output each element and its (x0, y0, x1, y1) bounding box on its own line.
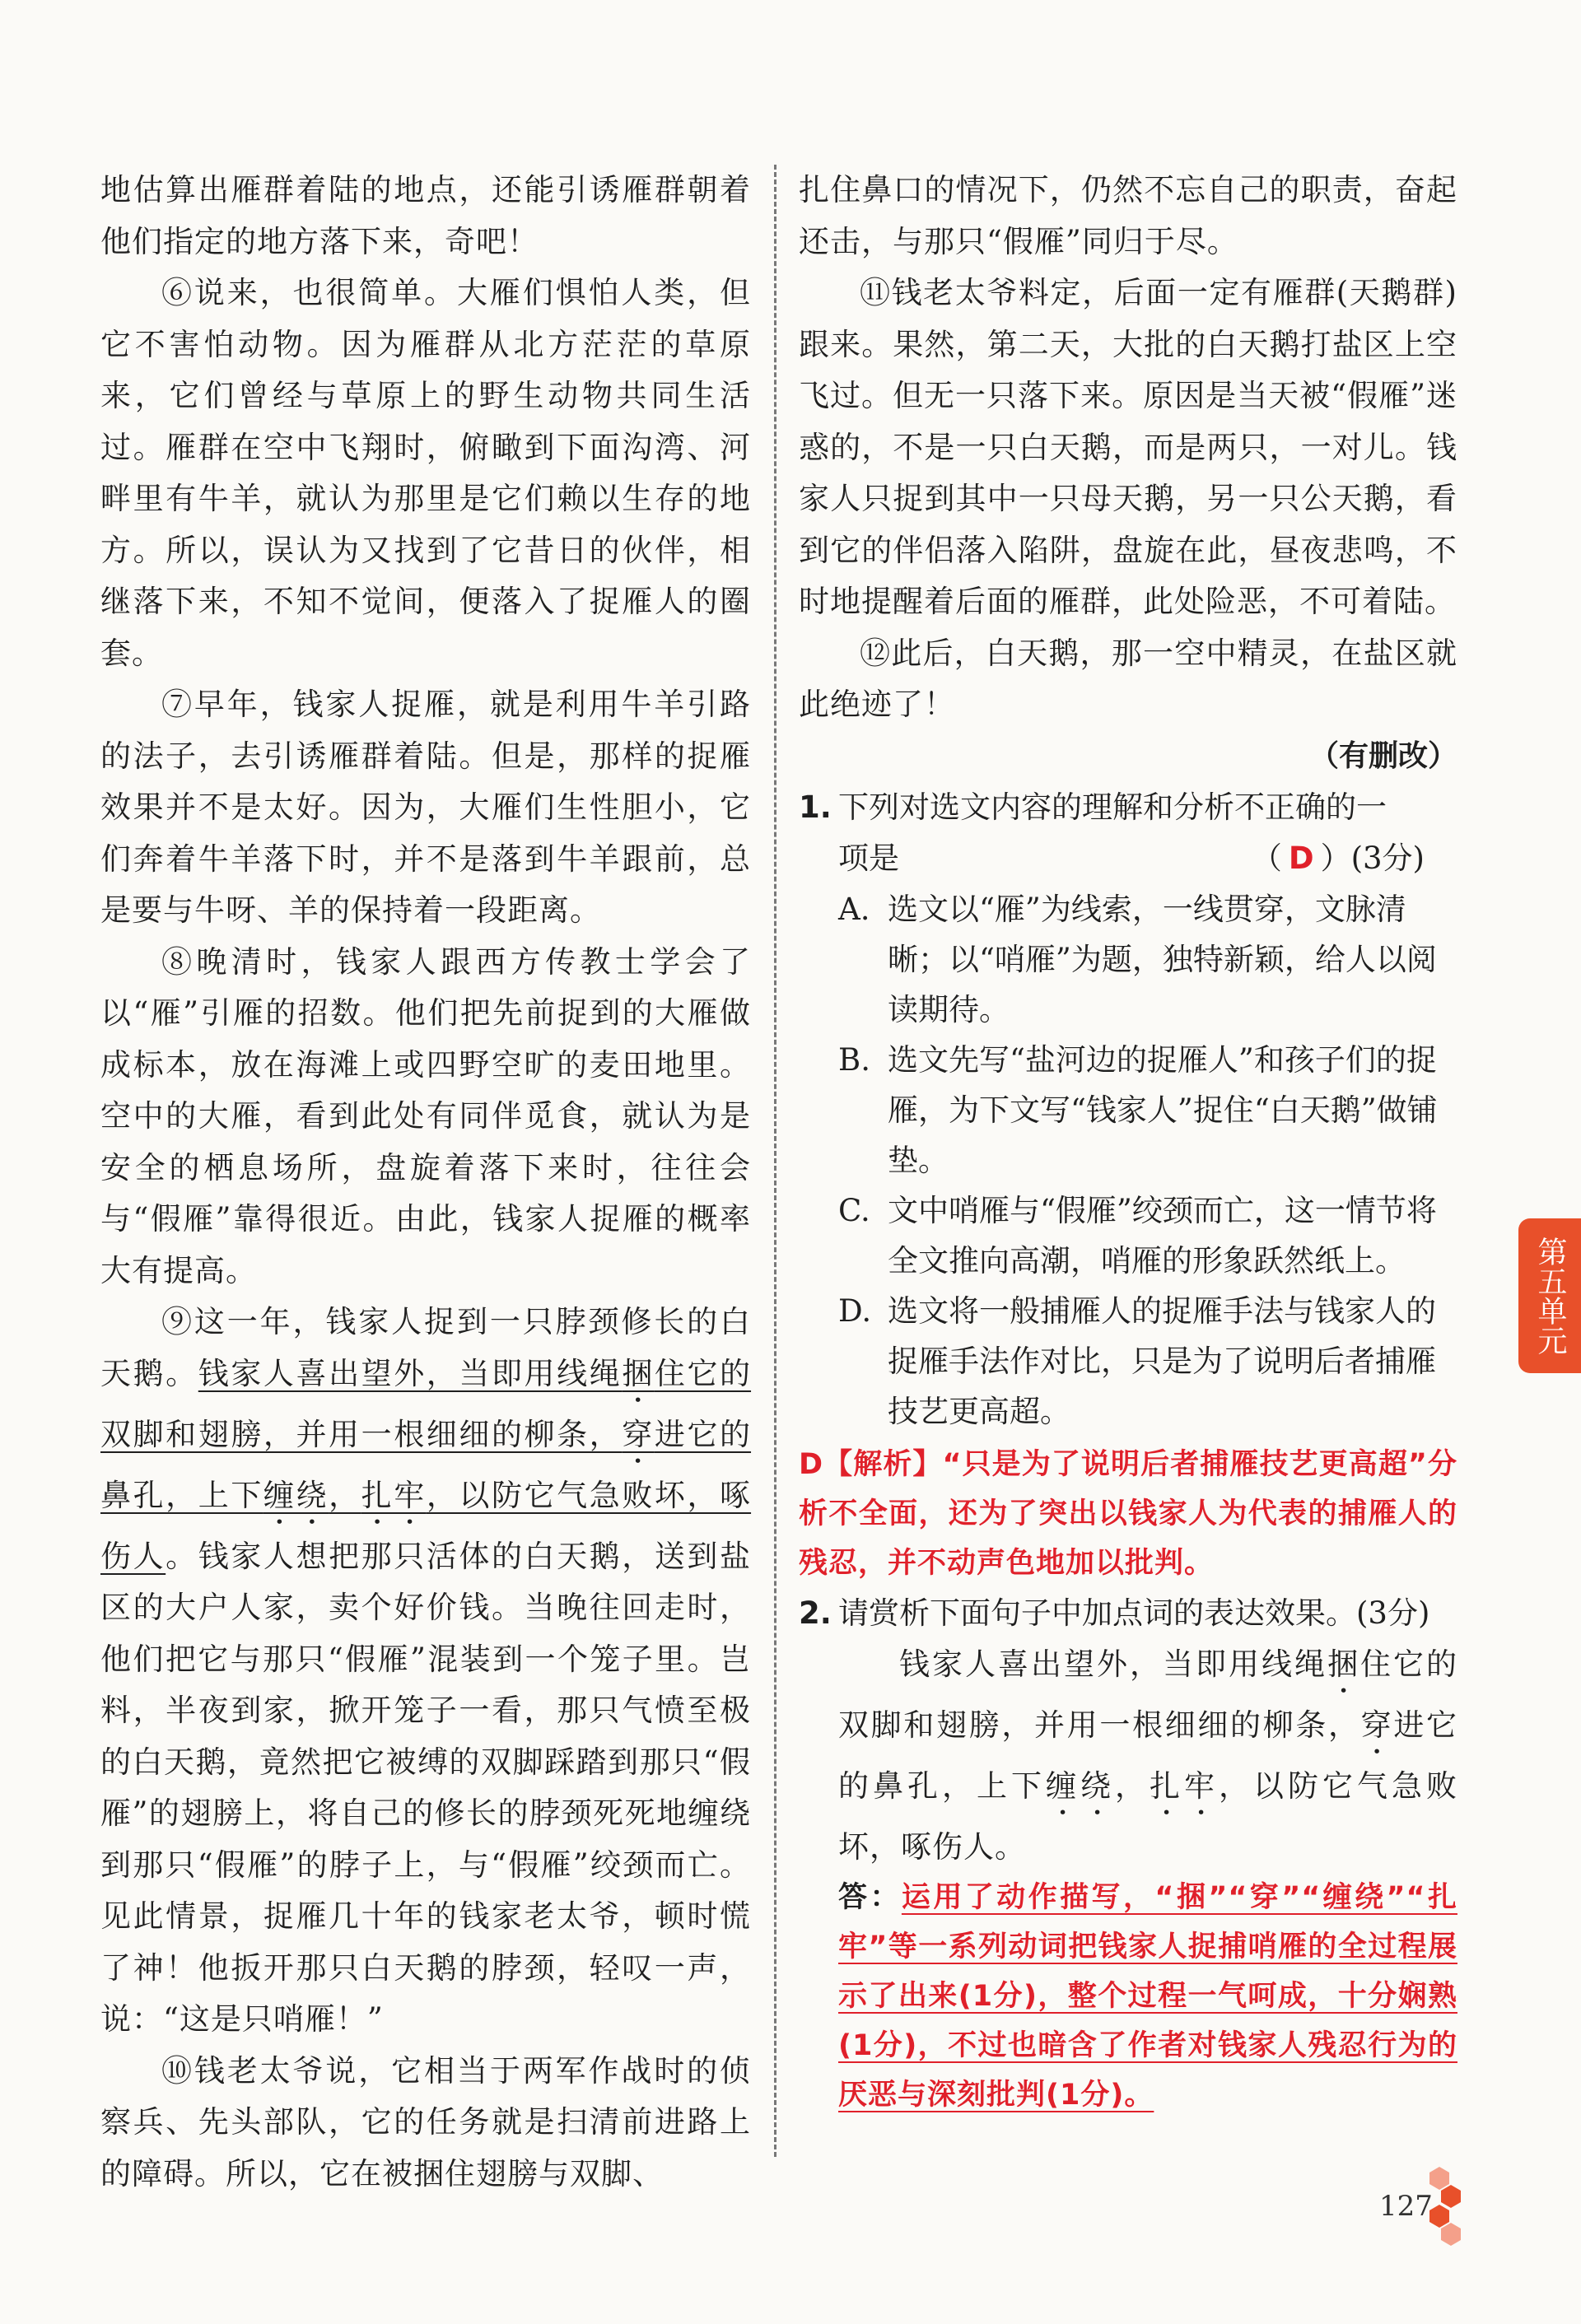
left-text-run: ⑦早年，钱家人捉雁，就是利用牛羊引路的法子，去引诱雁群着陆。但是，那样的捉雁效果并不是太好。因为，大雁们生性胆小，它们奔着牛羊落下时，并不是落到牛羊跟前，总是要与牛呀、羊的保持着一段距离。 (100, 687, 751, 928)
q1-analysis: D【解析】“只是为了说明后者捕雁技艺更高超”分析不全面，还为了突出以钱家人为代表的捕雁人的残忍，并不动声色地加以批判。 (799, 1447, 1457, 1580)
left-text-run: 。钱家人想把那只活体的白天鹅，送到盐区的大户人家，卖个好价钱。当晚往回走时，他们把它与那只“假雁”混装到一个笼子里。岂料，半夜到家，掀开笼子一看，那只气愤至极的白天鹅，竟然把它被缚的双脚踩踏到那只“假雁”的翅膀上，将自己的修长的脖颈死死地缠绕到那只“假雁”的脖子上，与“假雁”绞颈而亡。见此情景，捉雁几十年的钱家老太爷，顿时慌了神！他扳开那只白天鹅的脖颈，轻叹一声，说：“这是只哨雁！” (100, 1538, 752, 2037)
q1-option-letter: D. (838, 1292, 872, 1329)
q1-option (799, 1035, 1457, 1185)
q1-option-text: 选文以“雁”为线索，一线贯穿，文脉清晰；以“哨雁”为题，独特新颖，给人以阅读期待。 (888, 891, 1437, 1027)
q2-quote-run: 穿 (1360, 1707, 1394, 1743)
left-text-run: 住它的双脚和翅膀，并用一根细细的柳条， (100, 1355, 752, 1452)
q1-option-letter: C. (838, 1192, 870, 1228)
left-paragraph (100, 1297, 751, 2046)
left-text-run: ⑨这一年，钱家人捉到一只脖颈修长的白天鹅。 (100, 1304, 751, 1391)
left-paragraph (100, 679, 751, 937)
q1-option (799, 1286, 1457, 1437)
q1-option-text: 文中哨雁与“假雁”绞颈而亡，这一情节将全文推向高潮，哨雁的形象跃然纸上。 (888, 1192, 1437, 1278)
q1-paren-open: （ (1251, 840, 1282, 876)
left-text-run: 穿 (622, 1416, 655, 1452)
left-paragraph (100, 2046, 751, 2201)
left-text-run: 地估算出雁群着陆的地点，还能引诱雁群朝着他们指定的地方落下来，奇吧！ (100, 172, 751, 259)
q1-stem-line2: 项是 (838, 840, 899, 876)
left-text-run: 缠绕 (263, 1477, 329, 1513)
right-column (799, 165, 1457, 2120)
q1-answer-bracket (1252, 833, 1425, 884)
q2-stem-text: 请赏析下面句子中加点词的表达效果。(3分) (838, 1595, 1430, 1631)
right-paragraph (799, 268, 1457, 628)
q1-stem-line1: 下列对选文内容的理解和分析不正确的一 (838, 789, 1387, 825)
q2-quote-run: 进它的鼻孔，上下 (838, 1707, 1458, 1804)
left-text-run: ， (329, 1477, 361, 1513)
q1-option-letter: B. (838, 1041, 870, 1078)
source-note: （有删改） (1308, 738, 1457, 773)
q1-option (799, 884, 1457, 1035)
right-paragraph (799, 165, 1457, 268)
q2-number: 2. (799, 1595, 832, 1631)
left-text-run: 进它的鼻孔，上下 (100, 1416, 752, 1513)
right-text-run: ⑫此后，白天鹅，那一空中精灵，在盐区就此绝迹了！ (799, 635, 1457, 722)
q2-quote-run: ， (1115, 1767, 1150, 1804)
q2-answer-text: 运用了动作描写，“捆”“穿”“缠绕”“扎牢”等一系列动词把钱家人捉捕哨雁的全过程展示了出来(1分)，整个过程一气呵成，十分娴熟(1分)，不过也暗含了作者对钱家人残忍行为的厌恶与深刻批判(1分)。 (838, 1880, 1457, 2112)
q2-quote (799, 1639, 1457, 1873)
left-paragraph (100, 937, 751, 1297)
q2-quote-run: 钱家人喜出望外，当即用线绳 (899, 1646, 1327, 1682)
q2-quote-run: 缠绕 (1046, 1767, 1115, 1804)
q1-option-letter: A. (838, 891, 870, 927)
q1-option-text: 选文将一般捕雁人的捉雁手法与钱家人的捉雁手法作对比，只是为了说明后者捕雁技艺更高超。 (888, 1292, 1436, 1429)
q1-paren-close: ）(3分) (1320, 840, 1425, 876)
right-text-run: 扎住鼻口的情况下，仍然不忘自己的职责，奋起还击，与那只“假雁”同归于尽。 (799, 172, 1457, 259)
q2-quote-run: 扎牢 (1150, 1767, 1219, 1804)
q1-option (799, 1185, 1457, 1286)
unit-tab: 第五单元 (1518, 1218, 1581, 1373)
left-text-run: ⑧晚清时，钱家人跟西方传教士学会了以“雁”引雁的招数。他们把先前捉到的大雁做成标本，放在海滩上或四野空旷的麦田地里。空中的大雁，看到此处有同伴觅食，就认为是安全的栖息场所，盘旋着落下来时，往往会与“假雁”靠得很近。由此，钱家人捉雁的概率大有提高。 (100, 943, 751, 1288)
q1-answer: D (1288, 840, 1314, 876)
q2-quote-run: ，以防它气急败坏，啄伤人。 (838, 1767, 1457, 1865)
q1-options (799, 884, 1457, 1437)
right-paragraph (799, 628, 1457, 731)
q2-quote-run: 住它的双脚和翅膀，并用一根细细的柳条， (838, 1646, 1457, 1743)
left-paragraph (100, 268, 751, 679)
q2-stem (799, 1588, 1457, 1639)
question-2 (799, 1588, 1457, 2120)
page-number: 127 (1379, 2190, 1433, 2223)
q1-option-text: 选文先写“盐河边的捉雁人”和孩子们的捉雁，为下文写“钱家人”捉住“白天鹅”做铺垫。 (888, 1041, 1438, 1178)
left-text-run: ，以防它气急败坏，啄伤人 (100, 1477, 752, 1574)
right-text-run: ⑪钱老太爷料定，后面一定有雁群(天鹅群)跟来。果然，第二天，大批的白天鹅打盐区上空飞过。但无一只落下来。原因是当天被“假雁”迷惑的，不是一只白天鹅，而是两只，一对儿。钱家人只捉到其中一只母天鹅，另一只公天鹅，看到它的伴侣落入陷阱，盘旋在此，昼夜悲鸣，不时地提醒着后面的雁群，此处险恶，不可着陆。 (799, 275, 1457, 619)
left-text-run: 扎牢 (361, 1477, 427, 1513)
left-text-run: 钱家人喜出望外，当即用线绳 (198, 1355, 623, 1391)
left-text-run: 捆 (622, 1355, 655, 1391)
left-paragraph (100, 165, 751, 268)
q1-number: 1. (799, 789, 832, 825)
left-text-run: ⑩钱老太爷说，它相当于两军作战时的侦察兵、先头部队，它的任务就是扫清前进路上的障碍。所以，它在被捆住翅膀与双脚、 (100, 2052, 751, 2191)
left-text-run: ⑥说来，也很简单。大雁们惧怕人类，但它不害怕动物。因为雁群从北方茫茫的草原来，它们曾经与草原上的野生动物共同生活过。雁群在空中飞翔时，俯瞰到下面沟湾、河畔里有牛羊，就认为那里是它们赖以生存的地方。所以，误认为又找到了它昔日的伙伴，相继落下来，不知不觉间，便落入了捉雁人的圈套。 (100, 275, 751, 671)
left-column (100, 165, 751, 2200)
question-1 (799, 782, 1457, 1588)
column-divider (774, 165, 777, 2157)
q1-stem (799, 782, 1457, 884)
q2-answer-label: 答： (838, 1880, 902, 1914)
right-passage (799, 165, 1457, 731)
q2-answer (799, 1873, 1457, 2120)
q2-quote-run: 捆 (1327, 1646, 1360, 1682)
